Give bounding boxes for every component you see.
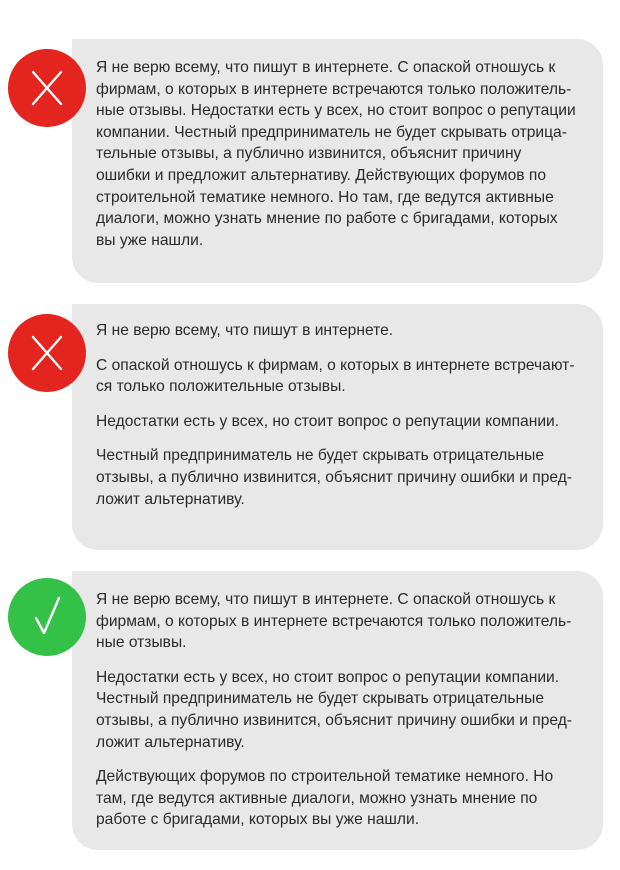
checkmark-icon (8, 578, 86, 656)
card-paragraph: Действующих форумов по строительной тематике немного. Но там, где ведутся активные диалоги, можно узнать мнение по работе с бригадами, которых вы уже нашли. (96, 768, 554, 829)
cross-icon (8, 314, 86, 392)
card-paragraph: Я не верю всему, что пишут в интернете. (96, 322, 394, 339)
card-text: Я не верю всему, что пишут в интернете. С опаской отношусь к фирмам, о которых в интернете встречаются только положитель- ные отзывы. Недостатки есть у всех, но стоит вопрос о репутации компании. Честный предприниматель не будет скрывать отрица- тельные отзывы, а публично извинится, объяснит причину ошибки и предложит альтернативу. Действующих форумов по строительной тематике немного. Но там, где ведутся активные диалоги, можно узнать мнение по работе с бригадами, которых вы уже нашли. (96, 59, 576, 249)
cross-icon (8, 49, 86, 127)
card-paragraph: Недостатки есть у всех, но стоит вопрос о репутации компании. Честный предприниматель не будет скрывать отрицательные отзывы, а публично извинится, объяснит причину ошибки и пред- ложит альтернативу. (96, 668, 572, 751)
card-paragraph: С опаской отношусь к фирмам, о которых в интернете встречают- ся только положительные отзывы. (96, 356, 575, 396)
example-card-incorrect-2 (72, 304, 603, 550)
example-card-incorrect-1 (72, 39, 603, 283)
card-paragraph: Недостатки есть у всех, но стоит вопрос о репутации компании. (96, 412, 560, 430)
card-paragraph: Честный предприниматель не будет скрывать отрицательные отзывы, а публично извинится, объяснит причину ошибки и пред- ложит альтернативу. (96, 447, 572, 508)
card-paragraph: Я не верю всему, что пишут в интернете. С опаской отношусь к фирмам, о которых в интернете встречаются только положитель- ные отзывы. (96, 591, 572, 652)
example-card-correct (72, 571, 603, 850)
